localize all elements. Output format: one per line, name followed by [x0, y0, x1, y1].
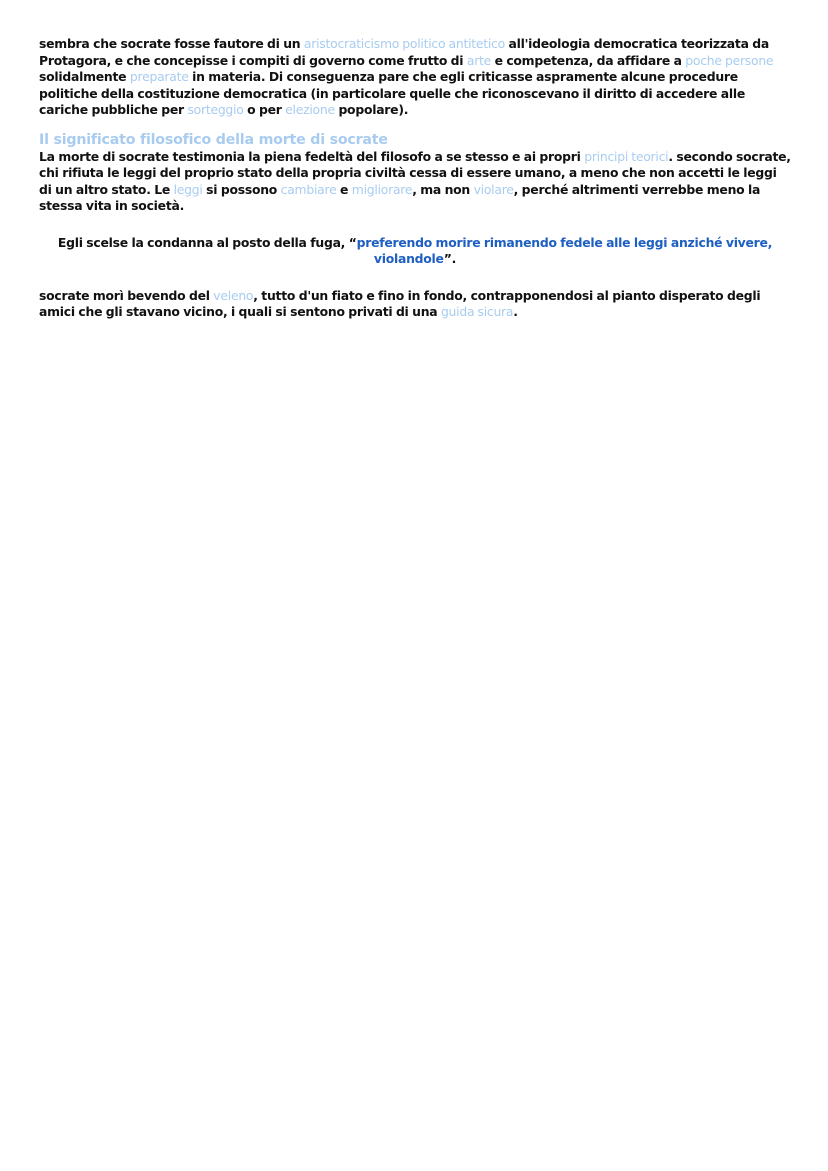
section-heading: Il significato filosofico della morte di socrate: [39, 131, 388, 148]
paragraph-text: socrate morì bevendo del: [39, 287, 214, 303]
highlighted-term: aristocraticismo politico antitetico: [303, 36, 505, 51]
paragraph-text: in materia. Di conseguenza pare che egli criticasse aspramente alcune procedure politiche della costituzione democratica (in particolare quelle che riconoscevano il diritto di accedere alle cariche pubbliche per: [39, 69, 745, 117]
paragraph-text: , perché altrimenti verrebbe meno la stessa vita in società.: [39, 181, 761, 213]
highlighted-term: elezione: [285, 102, 335, 117]
highlighted-term: poche persone: [685, 52, 774, 68]
quote-outro: ”.: [443, 251, 457, 266]
quote-block: [39, 235, 791, 268]
highlighted-term: cambiare: [280, 181, 337, 197]
paragraph-death-of-socrates: [39, 288, 791, 321]
document-page: [39, 36, 791, 321]
highlighted-term: leggi: [173, 181, 203, 197]
paragraph-death-meaning: [39, 149, 791, 215]
highlighted-term: violare: [473, 181, 514, 197]
highlighted-term: principi teorici: [584, 148, 669, 164]
quote-intro: Egli scelse la condanna al posto della fuga, “: [57, 234, 357, 250]
paragraph-aristocraticism: [39, 36, 791, 119]
highlighted-term: arte: [466, 52, 492, 68]
paragraph-text: , tutto d'un fiato e fino in fondo, contrapponendosi al pianto disperato degli amici che gli stavano vicino, i quali si sentono privati di una: [39, 287, 761, 319]
paragraph-text: . secondo socrate, chi rifiuta le leggi del proprio stato della propria civiltà cessa di essere umano, a meno che non accetti le leggi di un altro stato. Le: [39, 148, 791, 197]
paragraph-text: .: [513, 304, 518, 319]
highlighted-term: guida sicura: [440, 304, 514, 319]
paragraph-text: sembra che socrate fosse fautore di un: [39, 36, 304, 51]
highlighted-term: migliorare: [351, 181, 413, 197]
quote-text: preferendo morire rimanendo fedele alle leggi anziché vivere, violandole: [356, 234, 773, 266]
highlighted-term: veleno: [213, 287, 254, 303]
paragraph-text: , ma non: [412, 181, 474, 197]
paragraph-text: si possono: [202, 181, 281, 197]
paragraph-text: La morte di socrate testimonia la piena fedeltà del filosofo a se stesso e ai propri: [39, 148, 585, 164]
paragraph-text: popolare).: [334, 102, 409, 117]
highlighted-term: sorteggio: [187, 102, 244, 117]
paragraph-text: o per: [243, 102, 286, 117]
highlighted-term: preparate: [129, 69, 189, 84]
paragraph-text: all'ideologia democratica teorizzata da Protagora, e che concepisse i compiti di governo come frutto di: [39, 36, 769, 68]
paragraph-text: e: [336, 181, 352, 197]
paragraph-text: solidalmente: [39, 69, 130, 84]
paragraph-text: e competenza, da affidare a: [491, 52, 686, 68]
